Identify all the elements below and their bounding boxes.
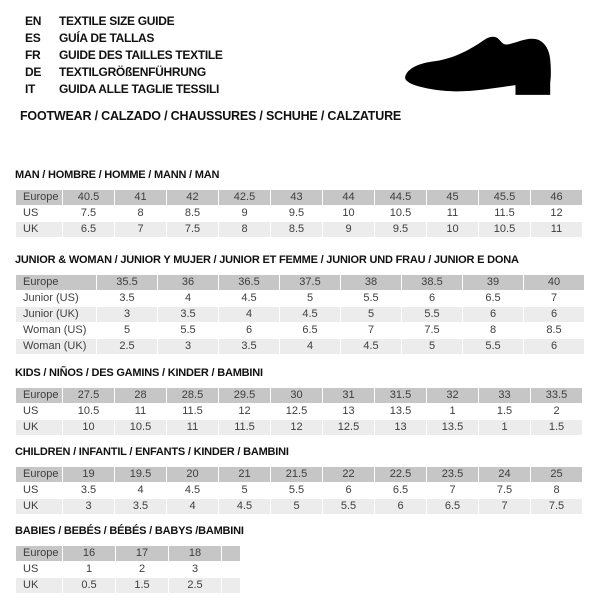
size-cell: 35.5 [97, 275, 157, 290]
size-cell: 24 [479, 467, 530, 482]
size-cell: 37.5 [280, 275, 340, 290]
language-code: ES [25, 31, 41, 45]
size-cell: 21 [219, 467, 270, 482]
size-cell: 9 [323, 222, 374, 237]
size-table-kids [15, 387, 583, 436]
size-cell: 45.5 [479, 190, 530, 205]
size-cell: 7 [427, 483, 478, 498]
size-cell: 41 [115, 190, 166, 205]
row-label-cell: Europe [16, 190, 62, 205]
size-cell: 4.5 [167, 483, 218, 498]
size-cell: 31 [323, 388, 374, 403]
size-cell: 8 [219, 222, 270, 237]
size-cell: 8.5 [524, 323, 584, 338]
row-label-cell: Europe [16, 546, 62, 561]
row-label-cell: UK [16, 499, 62, 514]
size-table-section-man [15, 169, 583, 238]
language-title: TEXTILGRÖßENFÜHRUNG [59, 65, 206, 79]
size-cell: 30 [271, 388, 322, 403]
size-cell: 18 [169, 546, 221, 561]
category-heading: FOOTWEAR / CALZADO / CHAUSSURES / SCHUHE / CALZATURE [20, 109, 402, 123]
size-cell: 6 [524, 339, 584, 354]
size-cell: 2 [116, 562, 168, 577]
language-title: GUÍA DE TALLAS [59, 31, 155, 45]
size-cell: 6 [323, 483, 374, 498]
table-row [16, 388, 582, 403]
size-cell: 12.5 [323, 420, 374, 435]
size-cell: 28 [115, 388, 166, 403]
size-cell: 8 [115, 206, 166, 221]
size-cell: 22.5 [375, 467, 426, 482]
table-row [16, 483, 582, 498]
size-cell: 7 [524, 291, 584, 306]
size-cell: 10.5 [63, 404, 114, 419]
size-cell: 25 [531, 467, 582, 482]
table-filler-cell [222, 578, 240, 593]
size-cell: 3.5 [115, 499, 166, 514]
size-cell: 9.5 [375, 222, 426, 237]
size-cell: 11 [427, 206, 478, 221]
size-cell: 7.5 [63, 206, 114, 221]
language-title: TEXTILE SIZE GUIDE [59, 14, 175, 28]
size-cell: 13 [323, 404, 374, 419]
size-cell: 7 [341, 323, 401, 338]
size-cell: 6.5 [375, 483, 426, 498]
size-cell: 27.5 [63, 388, 114, 403]
size-cell: 6.5 [427, 499, 478, 514]
size-cell: 3 [97, 307, 157, 322]
size-cell: 11.5 [167, 404, 218, 419]
size-cell: 4 [280, 339, 340, 354]
language-row [25, 64, 223, 81]
size-cell: 42.5 [219, 190, 270, 205]
size-cell: 36 [158, 275, 218, 290]
row-label-cell: Europe [16, 467, 62, 482]
table-row [16, 222, 582, 237]
size-cell: 8.5 [167, 206, 218, 221]
size-cell: 2.5 [169, 578, 221, 593]
size-cell: 1 [479, 420, 530, 435]
table-row [16, 467, 582, 482]
size-table-man [15, 189, 583, 238]
size-cell: 6 [219, 323, 279, 338]
size-cell: 36.5 [219, 275, 279, 290]
size-cell: 11.5 [219, 420, 270, 435]
size-cell: 11 [167, 420, 218, 435]
section-title-junior-woman: JUNIOR & WOMAN / JUNIOR Y MUJER / JUNIOR ET FEMME / JUNIOR UND FRAU / JUNIOR E DONA [15, 254, 519, 266]
size-cell: 6 [463, 307, 523, 322]
size-cell: 19 [63, 467, 114, 482]
size-cell: 17 [116, 546, 168, 561]
table-row [16, 323, 584, 338]
size-table-section-junior-woman [15, 254, 585, 355]
size-cell: 3.5 [63, 483, 114, 498]
row-label-cell: UK [16, 578, 62, 593]
language-code: IT [25, 82, 36, 96]
row-label-cell: UK [16, 222, 62, 237]
size-cell: 5 [271, 499, 322, 514]
size-cell: 38.5 [402, 275, 462, 290]
table-row [16, 291, 584, 306]
size-cell: 12 [271, 420, 322, 435]
size-cell: 13.5 [427, 420, 478, 435]
size-cell: 43 [271, 190, 322, 205]
table-row [16, 339, 584, 354]
size-cell: 10.5 [479, 222, 530, 237]
row-label-cell: US [16, 562, 62, 577]
size-cell: 21.5 [271, 467, 322, 482]
section-title-babies: BABIES / BEBÉS / BÉBÉS / BABYS /BAMBINI [15, 525, 244, 537]
row-label-cell: US [16, 483, 62, 498]
size-cell: 11 [115, 404, 166, 419]
size-cell: 7.5 [402, 323, 462, 338]
size-cell: 4 [158, 291, 218, 306]
table-row [16, 562, 240, 577]
size-cell: 11 [531, 222, 582, 237]
row-label-cell: Woman (US) [16, 323, 96, 338]
table-row [16, 307, 584, 322]
size-cell: 5 [341, 307, 401, 322]
row-label-cell: Europe [16, 388, 62, 403]
size-cell: 6.5 [280, 323, 340, 338]
size-cell: 20 [167, 467, 218, 482]
size-cell: 5 [97, 323, 157, 338]
size-cell: 6 [375, 499, 426, 514]
size-cell: 7.5 [479, 483, 530, 498]
size-cell: 23.5 [427, 467, 478, 482]
size-cell: 8 [463, 323, 523, 338]
size-cell: 31.5 [375, 388, 426, 403]
dress-shoe-icon [398, 31, 576, 102]
size-cell: 3 [169, 562, 221, 577]
size-cell: 19.5 [115, 467, 166, 482]
size-cell: 9 [219, 206, 270, 221]
size-cell: 10 [63, 420, 114, 435]
section-title-children: CHILDREN / INFANTIL / ENFANTS / KINDER / BAMBINI [15, 446, 289, 458]
table-row [16, 578, 240, 593]
size-cell: 0.5 [63, 578, 115, 593]
size-table-babies [15, 545, 241, 594]
size-cell: 12 [531, 206, 582, 221]
size-cell: 3 [63, 499, 114, 514]
size-cell: 5 [219, 483, 270, 498]
table-row [16, 206, 582, 221]
size-cell: 45 [427, 190, 478, 205]
size-cell: 5 [280, 291, 340, 306]
size-cell: 33 [479, 388, 530, 403]
language-code: EN [25, 14, 42, 28]
size-cell: 12 [219, 404, 270, 419]
size-cell: 6.5 [463, 291, 523, 306]
size-cell: 4 [115, 483, 166, 498]
size-cell: 4.5 [219, 499, 270, 514]
language-title: GUIDA ALLE TAGLIE TESSILI [59, 82, 220, 96]
language-row [25, 81, 223, 98]
size-cell: 1 [427, 404, 478, 419]
row-label-cell: Woman (UK) [16, 339, 96, 354]
size-cell: 5.5 [158, 323, 218, 338]
size-cell: 42 [167, 190, 218, 205]
size-cell: 3.5 [219, 339, 279, 354]
size-cell: 1.5 [531, 420, 582, 435]
size-cell: 12.5 [271, 404, 322, 419]
language-row [25, 47, 223, 64]
size-cell: 16 [63, 546, 115, 561]
size-cell: 7.5 [167, 222, 218, 237]
size-cell: 38 [341, 275, 401, 290]
size-cell: 3 [158, 339, 218, 354]
size-cell: 11.5 [479, 206, 530, 221]
section-title-man: MAN / HOMBRE / HOMME / MANN / MAN [15, 169, 220, 181]
row-label-cell: UK [16, 420, 62, 435]
size-table-section-babies [15, 525, 244, 594]
table-row [16, 546, 240, 561]
size-cell: 7 [115, 222, 166, 237]
size-cell: 10 [323, 206, 374, 221]
section-title-kids: KIDS / NIÑOS / DES GAMINS / KINDER / BAMBINI [15, 367, 263, 379]
size-cell: 8 [531, 483, 582, 498]
size-cell: 22 [323, 467, 374, 482]
language-row [25, 13, 223, 30]
language-code: FR [25, 48, 41, 62]
language-code: DE [25, 65, 42, 79]
size-cell: 6 [402, 291, 462, 306]
size-cell: 4.5 [280, 307, 340, 322]
language-title-list [25, 13, 223, 98]
size-cell: 4 [219, 307, 279, 322]
table-row [16, 499, 582, 514]
table-row [16, 190, 582, 205]
language-row [25, 30, 223, 47]
size-cell: 5.5 [271, 483, 322, 498]
row-label-cell: US [16, 206, 62, 221]
row-label-cell: Junior (UK) [16, 307, 96, 322]
size-cell: 40 [524, 275, 584, 290]
language-title: GUIDE DES TAILLES TEXTILE [59, 48, 223, 62]
size-table-section-kids [15, 367, 583, 436]
size-table-junior-woman [15, 274, 585, 355]
row-label-cell: Junior (US) [16, 291, 96, 306]
size-cell: 8.5 [271, 222, 322, 237]
table-filler-cell [222, 562, 240, 577]
size-cell: 1.5 [116, 578, 168, 593]
size-cell: 10 [427, 222, 478, 237]
table-filler-cell [222, 546, 240, 561]
size-cell: 33.5 [531, 388, 582, 403]
size-cell: 4.5 [219, 291, 279, 306]
table-row [16, 275, 584, 290]
size-cell: 5 [402, 339, 462, 354]
size-cell: 9.5 [271, 206, 322, 221]
table-row [16, 420, 582, 435]
size-cell: 46 [531, 190, 582, 205]
size-cell: 7.5 [531, 499, 582, 514]
size-cell: 5.5 [323, 499, 374, 514]
size-cell: 10.5 [115, 420, 166, 435]
size-cell: 7 [479, 499, 530, 514]
size-cell: 5.5 [341, 291, 401, 306]
size-cell: 4.5 [341, 339, 401, 354]
size-cell: 44.5 [375, 190, 426, 205]
size-cell: 39 [463, 275, 523, 290]
size-cell: 29.5 [219, 388, 270, 403]
size-cell: 32 [427, 388, 478, 403]
row-label-cell: US [16, 404, 62, 419]
size-cell: 2 [531, 404, 582, 419]
size-cell: 6 [524, 307, 584, 322]
size-cell: 6.5 [63, 222, 114, 237]
size-cell: 2.5 [97, 339, 157, 354]
size-cell: 5.5 [402, 307, 462, 322]
size-table-section-children [15, 446, 583, 515]
size-cell: 1 [63, 562, 115, 577]
size-cell: 13.5 [375, 404, 426, 419]
row-label-cell: Europe [16, 275, 96, 290]
size-cell: 4 [167, 499, 218, 514]
size-cell: 3.5 [97, 291, 157, 306]
table-row [16, 404, 582, 419]
size-cell: 5.5 [463, 339, 523, 354]
size-cell: 40.5 [63, 190, 114, 205]
size-cell: 3.5 [158, 307, 218, 322]
size-cell: 44 [323, 190, 374, 205]
size-cell: 1.5 [479, 404, 530, 419]
size-cell: 28.5 [167, 388, 218, 403]
size-cell: 10.5 [375, 206, 426, 221]
size-cell: 13 [375, 420, 426, 435]
size-table-children [15, 466, 583, 515]
